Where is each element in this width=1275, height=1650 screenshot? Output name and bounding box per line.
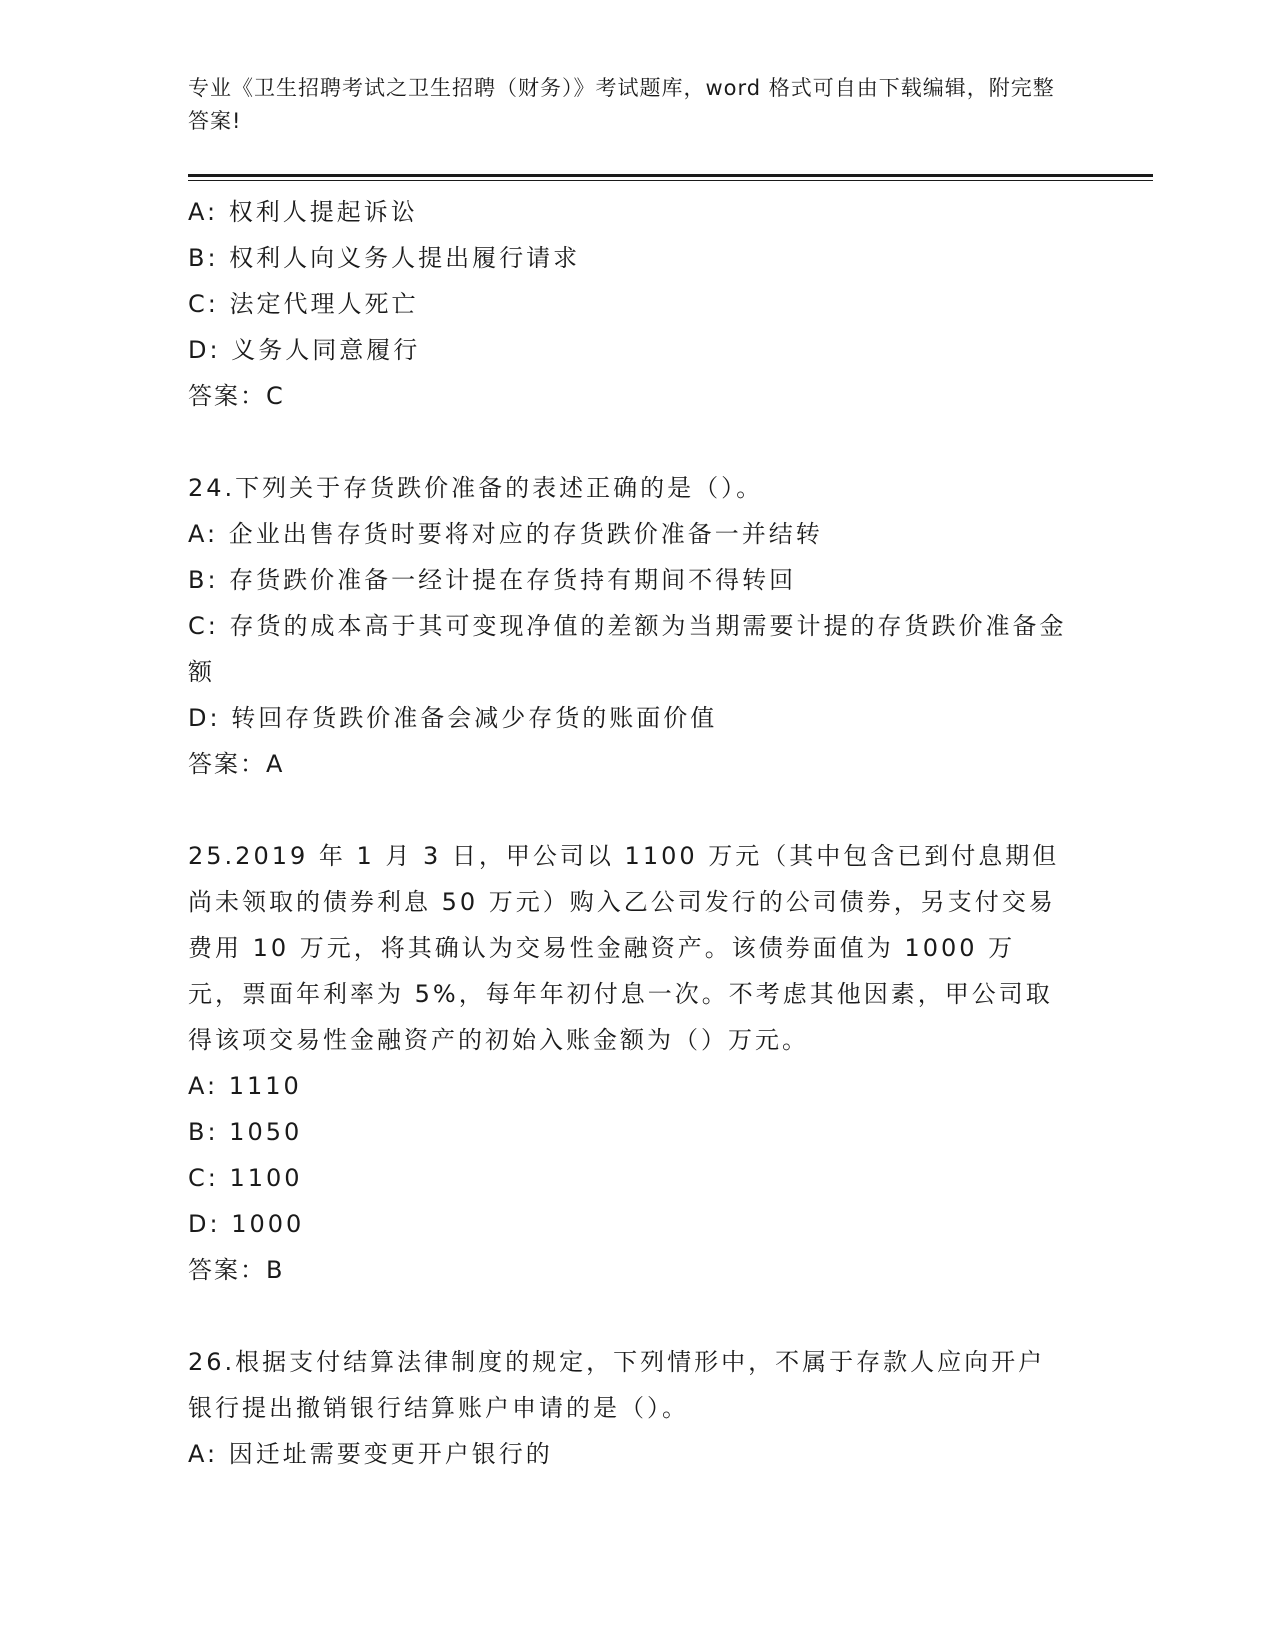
answer-label: 答案：	[188, 750, 266, 778]
question-list	[188, 189, 1068, 1477]
answer-line	[188, 373, 1068, 419]
option-c: C: 1100	[188, 1164, 303, 1192]
spacer	[188, 787, 1068, 833]
divider-thick-line	[188, 174, 1153, 177]
question-23	[188, 189, 1068, 419]
option-c: C: 存货的成本高于其可变现净值的差额为当期需要计提的存货跌价准备金额	[188, 612, 1067, 686]
question-text: 26.根据支付结算法律制度的规定，下列情形中，不属于存款人应向开户银行提出撤销银行结算账户申请的是（）。	[188, 1348, 1046, 1422]
question-26	[188, 1339, 1068, 1477]
option-b: B: 权利人向义务人提出履行请求	[188, 244, 581, 272]
option-d: D: 转回存货跌价准备会减少存货的账面价值	[188, 704, 718, 732]
answer-line	[188, 741, 1068, 787]
spacer	[188, 1293, 1068, 1339]
document-page	[188, 72, 1153, 1477]
option-a: A: 因迁址需要变更开户银行的	[188, 1440, 553, 1468]
question-text: 25.2019 年 1 月 3 日，甲公司以 1100 万元（其中包含已到付息期但尚未领取的债券利息 50 万元）购入乙公司发行的公司债券，另支付交易费用 10 万元，将其确认为交易性金融资产。该债券面值为 1000 万元，票面年利率为 5%，每年年初付息一次。不考虑其他因素，甲公司取得该项交易性金融资产的初始入账金额为（）万元。	[188, 842, 1060, 1054]
option-d: D: 义务人同意履行	[188, 336, 421, 364]
answer-line	[188, 1247, 1068, 1293]
answer-value: C	[266, 382, 284, 410]
divider-thin-line	[188, 180, 1153, 181]
option-c: C: 法定代理人死亡	[188, 290, 419, 318]
question-text: 24.下列关于存货跌价准备的表述正确的是（）。	[188, 474, 764, 502]
question-25	[188, 833, 1068, 1293]
option-a: A: 1110	[188, 1072, 302, 1100]
document-header: 专业《卫生招聘考试之卫生招聘（财务）》考试题库，word 格式可自由下载编辑，附完整答案!	[188, 76, 1055, 133]
option-b: B: 1050	[188, 1118, 303, 1146]
answer-label: 答案：	[188, 382, 266, 410]
header-divider	[188, 174, 1153, 181]
question-24	[188, 465, 1068, 787]
answer-label: 答案：	[188, 1256, 266, 1284]
option-a: A: 权利人提起诉讼	[188, 198, 418, 226]
option-d: D: 1000	[188, 1210, 305, 1238]
option-a: A: 企业出售存货时要将对应的存货跌价准备一并结转	[188, 520, 823, 548]
option-b: B: 存货跌价准备一经计提在存货持有期间不得转回	[188, 566, 797, 594]
answer-value: A	[266, 750, 284, 778]
answer-value: B	[266, 1256, 284, 1284]
spacer	[188, 419, 1068, 465]
